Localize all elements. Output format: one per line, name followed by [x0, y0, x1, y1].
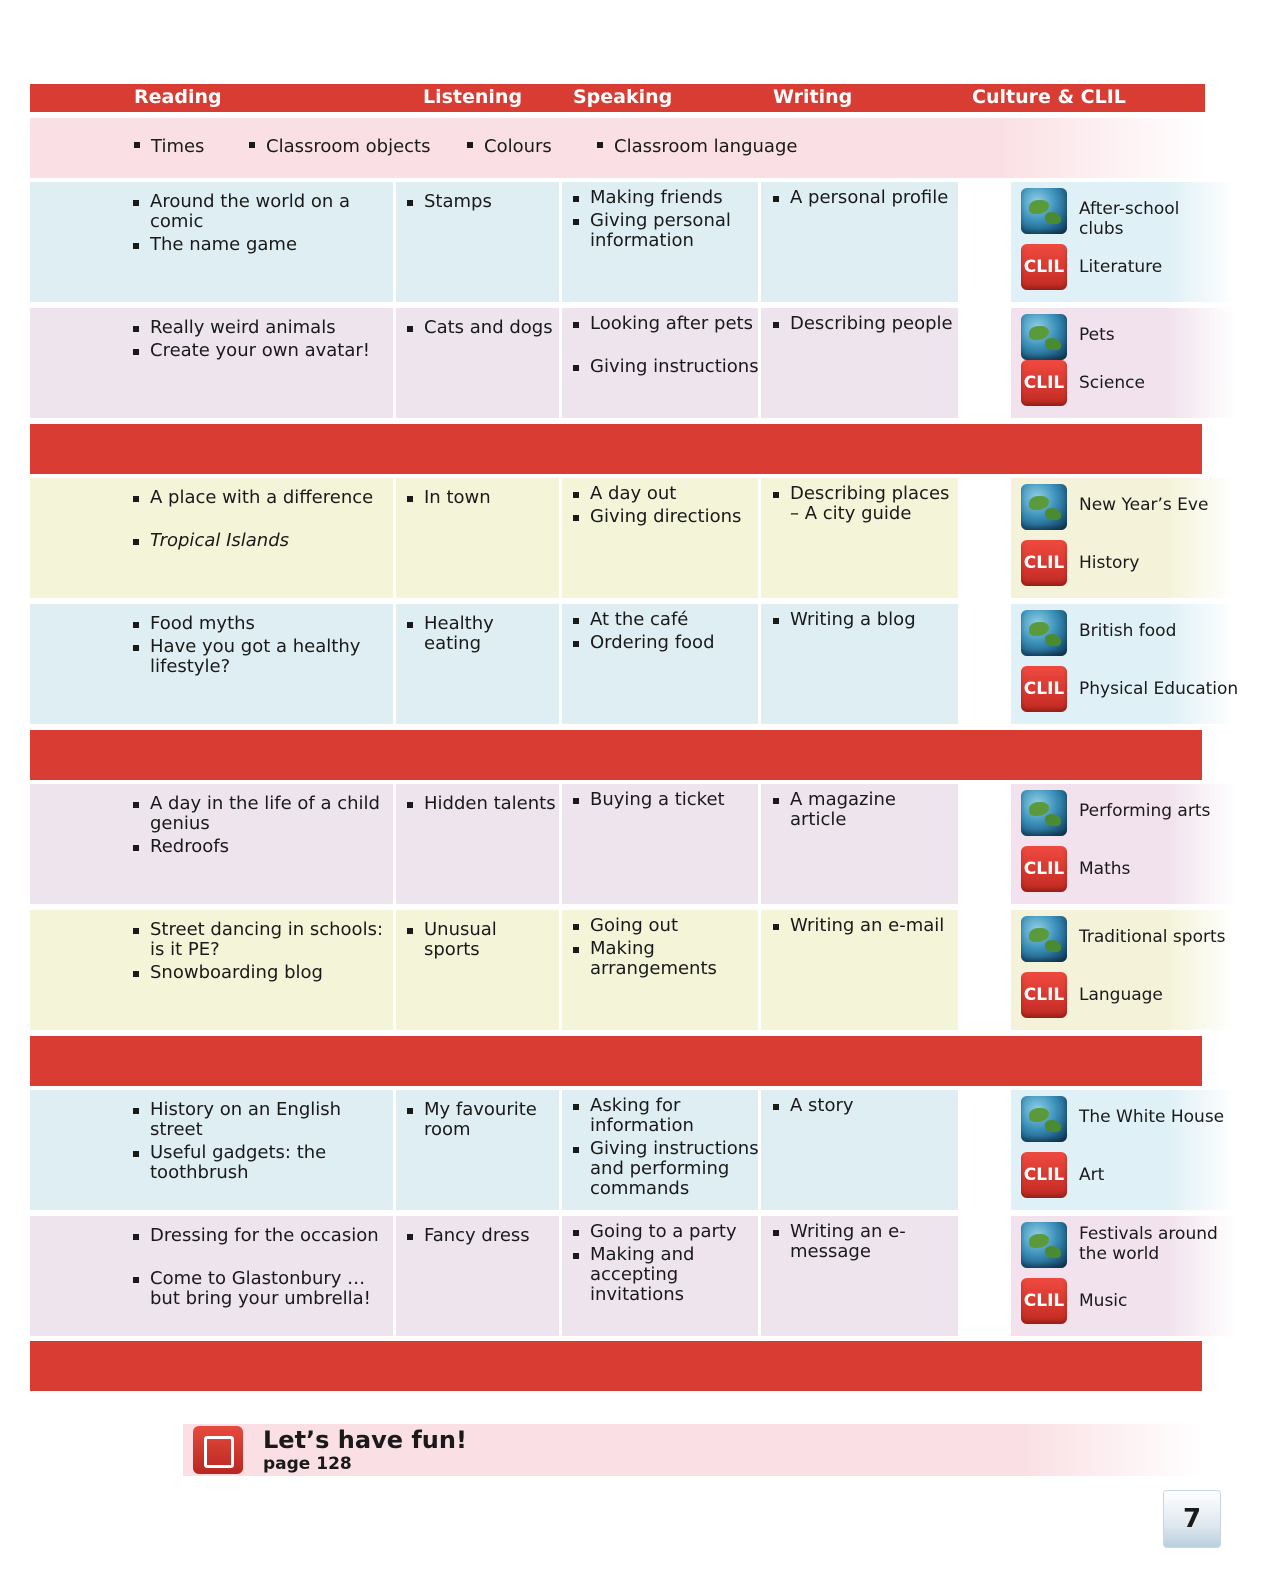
lets-have-fun-banner[interactable]	[183, 1424, 1203, 1476]
writing-item: Writing an e-mail	[790, 916, 958, 936]
culture-topic: New Year’s Eve	[1079, 495, 1209, 515]
clil-subject: Physical Education	[1079, 679, 1239, 699]
culture-globe-icon	[1021, 188, 1067, 234]
unit-row	[30, 910, 1226, 1030]
unit-row	[30, 182, 1205, 302]
column-header-bar	[30, 84, 1205, 112]
clil-subject: Music	[1079, 1291, 1128, 1311]
unit-row	[30, 308, 1205, 418]
culture-globe-icon	[1021, 1096, 1067, 1142]
reading-item: Useful gadgets: the toothbrush	[150, 1143, 385, 1183]
culture-clil-cell	[1011, 1216, 1235, 1336]
listening-item: In town	[424, 488, 556, 508]
clil-badge-icon: CLIL	[1021, 972, 1067, 1018]
speaking-item: Giving directions	[590, 507, 760, 527]
culture-globe-icon	[1021, 314, 1067, 360]
clil-subject: Language	[1079, 985, 1163, 1005]
listening-item: Unusual sports	[424, 920, 556, 960]
reading-item: Come to Glastonbury … but bring your umbrella!	[150, 1269, 385, 1309]
writing-item: A personal profile	[790, 188, 958, 208]
culture-clil-cell	[1011, 1090, 1235, 1210]
reading-item: Create your own avatar!	[150, 341, 385, 361]
reading-item: Redroofs	[150, 837, 385, 857]
fun-page-reference: page 128	[263, 1454, 352, 1474]
clil-badge-icon: CLIL	[1021, 846, 1067, 892]
unit-separator-bar	[30, 1341, 1202, 1391]
clil-subject: History	[1079, 553, 1140, 573]
starter-item: Classroom language	[597, 136, 797, 157]
culture-globe-icon	[1021, 484, 1067, 530]
speaking-item: Asking for information	[590, 1096, 760, 1136]
culture-topic: Performing arts	[1079, 801, 1211, 821]
header-culture-clil: Culture & CLIL	[972, 86, 1126, 108]
reading-item: Have you got a healthy lifestyle?	[150, 637, 385, 677]
writing-item: A story	[790, 1096, 958, 1116]
speaking-item: Making arrangements	[590, 939, 760, 979]
listening-item: Stamps	[424, 192, 556, 212]
speaking-item: Giving personal information	[590, 211, 760, 251]
clil-badge-icon: CLIL	[1021, 666, 1067, 712]
listening-item: My favourite room	[424, 1100, 556, 1140]
unit-separator-bar	[30, 730, 1202, 780]
listening-item: Fancy dress	[424, 1226, 556, 1246]
reading-item: A place with a difference	[150, 488, 385, 508]
clil-badge-icon: CLIL	[1021, 1152, 1067, 1198]
unit-row	[30, 1090, 1225, 1210]
clil-badge-icon: CLIL	[1021, 244, 1067, 290]
writing-item: Writing an e-message	[790, 1222, 958, 1262]
clil-subject: Maths	[1079, 859, 1131, 879]
clil-badge-icon: CLIL	[1021, 360, 1067, 406]
reading-item: A day in the life of a child genius	[150, 794, 385, 834]
unit-row	[30, 478, 1209, 598]
starter-item: Times	[134, 136, 204, 157]
culture-globe-icon	[1021, 916, 1067, 962]
culture-topic: The White House	[1079, 1107, 1225, 1127]
culture-topic: After-school clubs	[1079, 199, 1180, 239]
listening-item: Healthy eating	[424, 614, 556, 654]
writing-item: Describing people	[790, 314, 958, 334]
culture-clil-cell	[1011, 604, 1239, 724]
culture-clil-cell	[1011, 784, 1235, 904]
culture-topic: Traditional sports	[1079, 927, 1226, 947]
culture-clil-cell	[1011, 182, 1235, 302]
starter-unit-row	[30, 118, 1205, 178]
clil-subject: Literature	[1079, 257, 1163, 277]
listening-item: Cats and dogs	[424, 318, 556, 338]
writing-item: Writing a blog	[790, 610, 958, 630]
reading-item: Dressing for the occasion	[150, 1226, 385, 1246]
header-speaking: Speaking	[573, 86, 673, 108]
listening-item: Hidden talents	[424, 794, 556, 814]
reading-item: Street dancing in schools: is it PE?	[150, 920, 385, 960]
speaking-item: Giving instructions	[590, 357, 760, 377]
reading-item: Snowboarding blog	[150, 963, 385, 983]
reading-item: History on an English street	[150, 1100, 385, 1140]
speaking-item: At the café	[590, 610, 760, 630]
speaking-item: Ordering food	[590, 633, 760, 653]
speaking-item: Looking after pets	[590, 314, 760, 334]
culture-clil-cell	[1011, 308, 1235, 418]
culture-clil-cell	[1011, 910, 1235, 1030]
clil-badge-icon: CLIL	[1021, 1278, 1067, 1324]
writing-item: Describing places – A city guide	[790, 484, 958, 524]
clil-subject: Science	[1079, 373, 1145, 393]
speaking-item: Buying a ticket	[590, 790, 760, 810]
fun-section-icon	[193, 1426, 243, 1474]
speaking-item: Giving instructions and performing commands	[590, 1139, 760, 1199]
speaking-item: Going to a party	[590, 1222, 760, 1242]
reading-item: Food myths	[150, 614, 385, 634]
unit-row	[30, 784, 1211, 904]
unit-row	[30, 604, 1239, 724]
speaking-item: Making and accepting invitations	[590, 1245, 760, 1305]
reading-item: Really weird animals	[150, 318, 385, 338]
reading-item: Tropical Islands	[150, 531, 385, 551]
culture-globe-icon	[1021, 610, 1067, 656]
speaking-item: Going out	[590, 916, 760, 936]
unit-separator-bar	[30, 424, 1202, 474]
reading-item: The name game	[150, 235, 385, 255]
speaking-item: A day out	[590, 484, 760, 504]
header-writing: Writing	[773, 86, 853, 108]
speaking-item: Making friends	[590, 188, 760, 208]
writing-item: A magazine article	[790, 790, 958, 830]
culture-clil-cell	[1011, 478, 1235, 598]
starter-item: Classroom objects	[249, 136, 431, 157]
culture-topic: Pets	[1079, 325, 1115, 345]
header-listening: Listening	[423, 86, 523, 108]
clil-badge-icon: CLIL	[1021, 540, 1067, 586]
culture-topic: Festivals around the world	[1079, 1224, 1218, 1264]
unit-row	[30, 1216, 1218, 1336]
culture-globe-icon	[1021, 790, 1067, 836]
culture-globe-icon	[1021, 1222, 1067, 1268]
reading-item: Around the world on a comic	[150, 192, 385, 232]
clil-subject: Art	[1079, 1165, 1105, 1185]
header-reading: Reading	[134, 86, 222, 108]
page-number: 7	[1163, 1490, 1221, 1548]
starter-item: Colours	[467, 136, 552, 157]
culture-topic: British food	[1079, 621, 1177, 641]
unit-separator-bar	[30, 1036, 1202, 1086]
fun-title: Let’s have fun!	[263, 1426, 467, 1454]
